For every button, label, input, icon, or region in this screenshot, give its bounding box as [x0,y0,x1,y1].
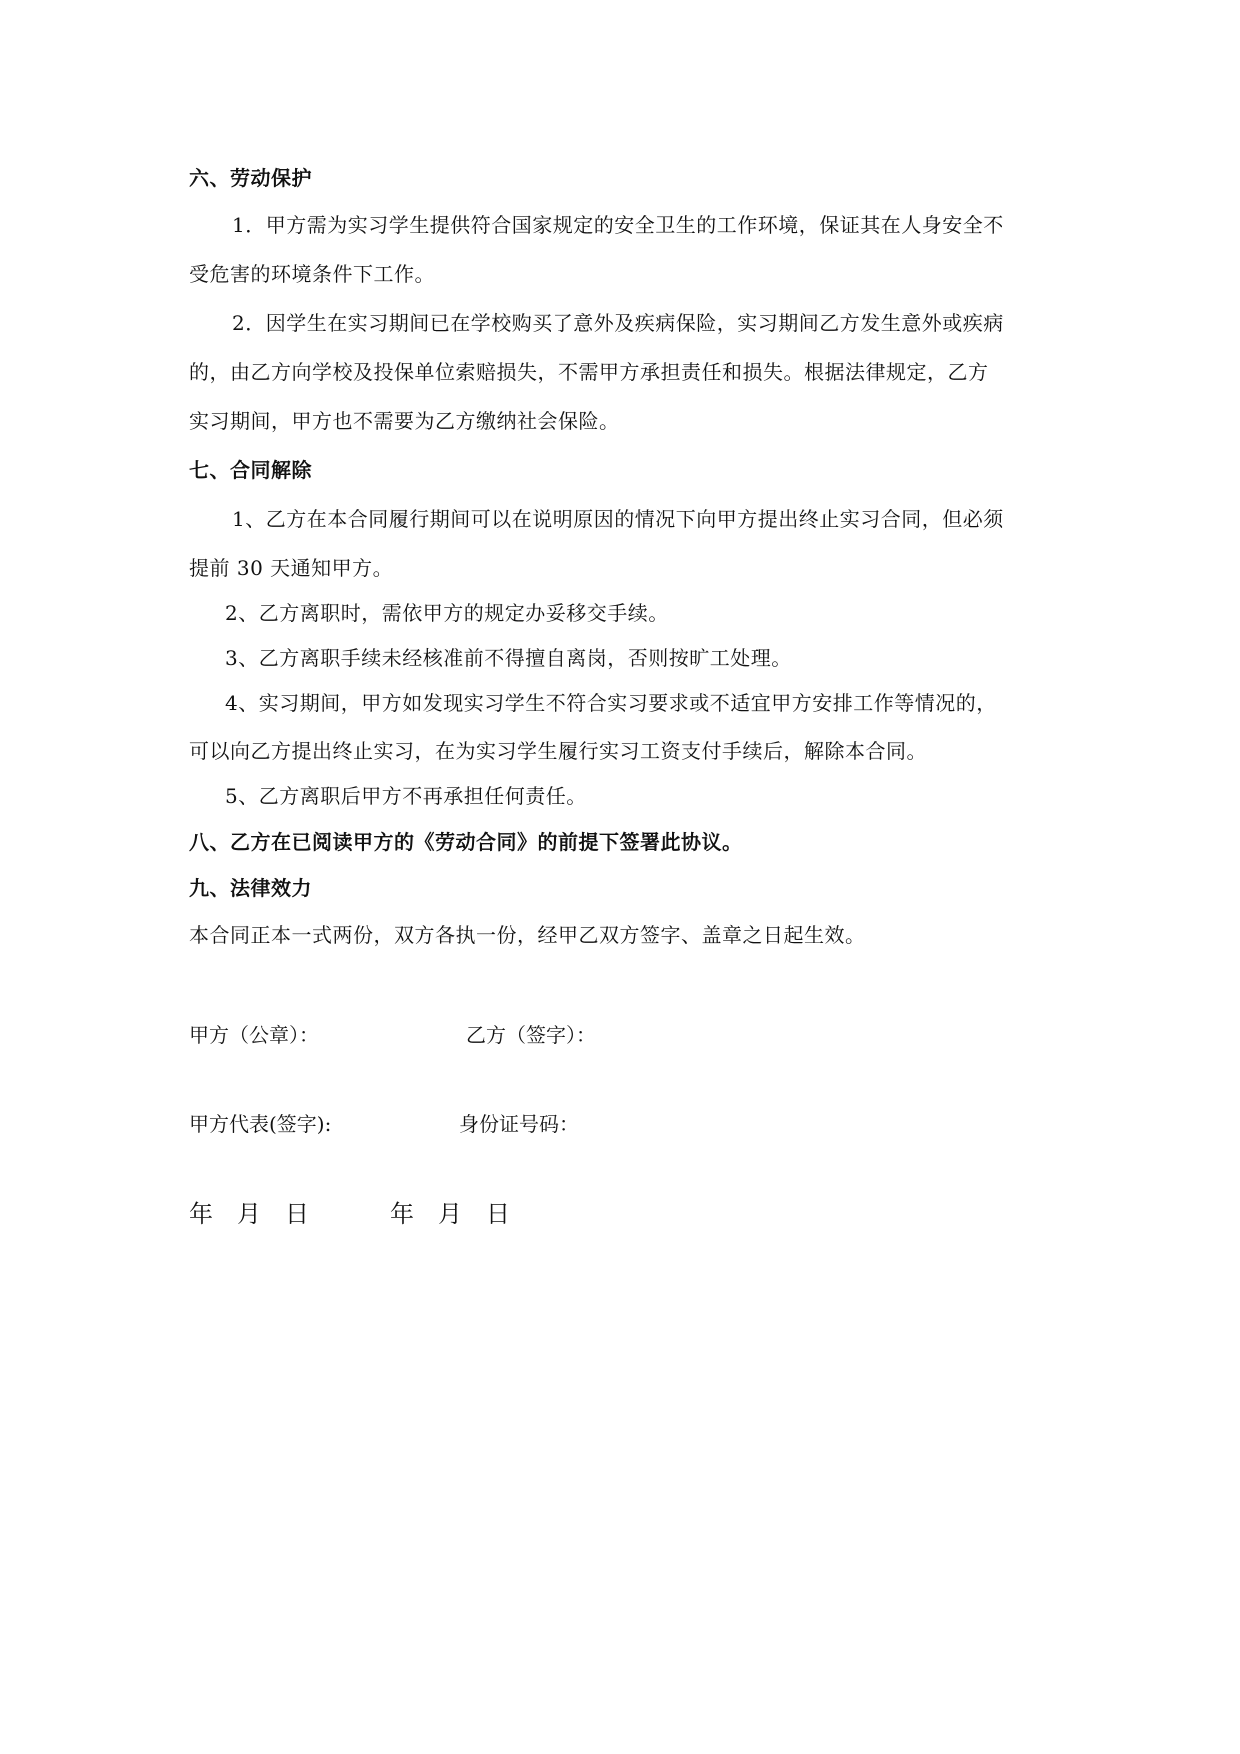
labor-protection-item2-line3: 实习期间，甲方也不需要为乙方缴纳社会保险。 [189,409,620,433]
termination-item5: 5、乙方离职后甲方不再承担任何责任。 [225,784,587,808]
termination-item4-line2: 可以向乙方提出终止实习，在为实习学生履行实习工资支付手续后，解除本合同。 [189,739,927,763]
party-a-seal-label: 甲方（公章）： [189,1023,319,1047]
termination-item1-line2: 提前 30 天通知甲方。 [189,556,394,580]
labor-protection-item1-line1: 1．甲方需为实习学生提供符合国家规定的安全卫生的工作环境，保证其在人身安全不 [232,213,1004,237]
termination-item3: 3、乙方离职手续未经核准前不得擅自离岗，否则按旷工处理。 [225,646,792,670]
legal-effect-text: 本合同正本一式两份，双方各执一份，经甲乙双方签字、盖章之日起生效。 [189,923,866,947]
party-a-rep-label: 甲方代表(签字): [189,1112,332,1136]
date-party-a: 年 月 日 [189,1200,309,1228]
date-party-b: 年 月 日 [390,1200,510,1228]
labor-protection-item1-line2: 受危害的环境条件下工作。 [189,262,435,286]
termination-item4-line1: 4、实习期间，甲方如发现实习学生不符合实习要求或不适宜甲方安排工作等情况的， [225,691,997,715]
termination-item2: 2、乙方离职时，需依甲方的规定办妥移交手续。 [225,601,669,625]
section-heading-acknowledgement: 八、乙方在已阅读甲方的《劳动合同》的前提下签署此协议。 [189,830,743,854]
section-heading-legal-effect: 九、法律效力 [189,876,312,900]
section-heading-labor-protection: 六、劳动保护 [189,166,312,190]
termination-item1-line1: 1、乙方在本合同履行期间可以在说明原因的情况下向甲方提出终止实习合同，但必须 [232,507,1004,531]
labor-protection-item2-line1: 2．因学生在实习期间已在学校购买了意外及疾病保险，实习期间乙方发生意外或疾病 [232,311,1004,335]
party-b-sign-label: 乙方（签字）： [466,1023,596,1047]
id-number-label: 身份证号码： [459,1112,579,1136]
section-heading-termination: 七、合同解除 [189,458,312,482]
labor-protection-item2-line2: 的，由乙方向学校及投保单位索赔损失，不需甲方承担责任和损失。根据法律规定，乙方 [189,360,989,384]
